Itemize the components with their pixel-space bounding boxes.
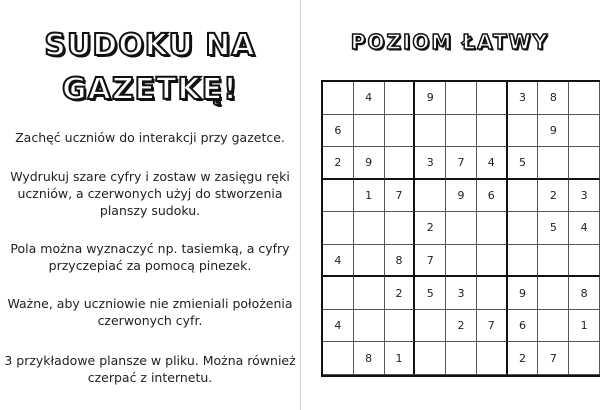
sudoku-cell: 5 — [508, 147, 539, 180]
sudoku-cell — [508, 245, 539, 278]
sudoku-cell: 4 — [323, 310, 354, 343]
sudoku-cell: 5 — [415, 277, 446, 310]
sudoku-cell — [446, 212, 477, 245]
sudoku-cell — [415, 342, 446, 375]
sudoku-cell: 7 — [446, 147, 477, 180]
sudoku-cell — [538, 245, 569, 278]
sudoku-cell: 2 — [385, 277, 416, 310]
sudoku-cell — [477, 82, 508, 115]
instruction-paragraph: Wydrukuj szare cyfry i zostaw w zasięgu ręki uczniów, a czerwonych użyj do stworzenia planszy sudoku. — [10, 169, 290, 218]
sudoku-cell: 7 — [538, 342, 569, 375]
sudoku-cell: 2 — [415, 212, 446, 245]
difficulty-title: POZIOM ŁATWY — [350, 30, 550, 54]
sudoku-grid — [321, 80, 600, 377]
sudoku-cell: 3 — [415, 147, 446, 180]
sudoku-cell: 3 — [569, 180, 600, 213]
instruction-paragraph: 3 przykładowe plansze w pliku. Można również czerpać z internetu. — [4, 353, 296, 385]
sudoku-cell — [415, 310, 446, 343]
sudoku-cell: 6 — [477, 180, 508, 213]
sudoku-cell: 9 — [415, 82, 446, 115]
sudoku-cell — [323, 212, 354, 245]
instruction-paragraph: Ważne, aby uczniowie nie zmieniali położenia czerwonych cyfr. — [7, 296, 293, 328]
sudoku-cell: 9 — [538, 115, 569, 148]
sudoku-cell — [354, 277, 385, 310]
sudoku-cell — [569, 245, 600, 278]
sudoku-cell: 9 — [354, 147, 385, 180]
title-line-2: GAZETKĘ! — [62, 72, 238, 107]
sudoku-cell: 4 — [477, 147, 508, 180]
sudoku-cell: 4 — [323, 245, 354, 278]
sudoku-cell — [323, 180, 354, 213]
sudoku-cell — [354, 245, 385, 278]
sudoku-cell — [415, 180, 446, 213]
sudoku-cell: 3 — [446, 277, 477, 310]
sudoku-cell: 9 — [508, 277, 539, 310]
sudoku-cell: 2 — [538, 180, 569, 213]
sudoku-cell — [385, 147, 416, 180]
sudoku-cell: 8 — [569, 277, 600, 310]
sudoku-cell — [446, 115, 477, 148]
sudoku-cell — [508, 212, 539, 245]
sudoku-cell — [477, 342, 508, 375]
sudoku-cell — [385, 82, 416, 115]
sudoku-cell — [538, 277, 569, 310]
sudoku-cell — [538, 147, 569, 180]
sudoku-cell — [323, 277, 354, 310]
sudoku-cell: 3 — [508, 82, 539, 115]
sudoku-cell: 1 — [569, 310, 600, 343]
sudoku-cell — [508, 180, 539, 213]
sudoku-cell — [569, 147, 600, 180]
sudoku-cell: 4 — [354, 82, 385, 115]
title-line-1: SUDOKU NA — [44, 28, 256, 63]
sudoku-cell: 2 — [508, 342, 539, 375]
sudoku-cell — [569, 82, 600, 115]
sudoku-cell: 8 — [354, 342, 385, 375]
sudoku-cell — [569, 342, 600, 375]
sudoku-cell — [446, 245, 477, 278]
sudoku-cell: 8 — [538, 82, 569, 115]
sudoku-cell: 8 — [385, 245, 416, 278]
sudoku-cell: 7 — [477, 310, 508, 343]
page-divider — [300, 0, 301, 410]
sudoku-cell — [569, 115, 600, 148]
sudoku-cell — [323, 342, 354, 375]
sudoku-cell — [354, 115, 385, 148]
sudoku-cell — [477, 245, 508, 278]
sudoku-cell — [477, 277, 508, 310]
sudoku-cell — [354, 310, 385, 343]
sudoku-cell: 2 — [446, 310, 477, 343]
sudoku-cell: 7 — [385, 180, 416, 213]
sudoku-cell: 6 — [323, 115, 354, 148]
sudoku-cell: 7 — [415, 245, 446, 278]
sudoku-cell — [477, 115, 508, 148]
sudoku-cell — [323, 82, 354, 115]
sudoku-cell — [508, 115, 539, 148]
sudoku-cell: 5 — [538, 212, 569, 245]
instruction-paragraph: Pola można wyznaczyć np. tasiemką, a cyfry przyczepiać za pomocą pinezek. — [10, 241, 290, 273]
sudoku-cell — [446, 82, 477, 115]
sudoku-cell — [385, 310, 416, 343]
sudoku-cell: 2 — [323, 147, 354, 180]
sudoku-cell — [446, 342, 477, 375]
sudoku-cell — [415, 115, 446, 148]
sudoku-cell: 6 — [508, 310, 539, 343]
instruction-paragraph: Zachęć uczniów do interakcji przy gazetce. — [15, 130, 285, 145]
sudoku-cell — [385, 115, 416, 148]
sudoku-cell: 4 — [569, 212, 600, 245]
sudoku-cell: 9 — [446, 180, 477, 213]
sudoku-cell — [354, 212, 385, 245]
sudoku-cell — [477, 212, 508, 245]
sudoku-cell — [385, 212, 416, 245]
sudoku-cell: 1 — [385, 342, 416, 375]
sudoku-cell: 1 — [354, 180, 385, 213]
sudoku-cell — [538, 310, 569, 343]
